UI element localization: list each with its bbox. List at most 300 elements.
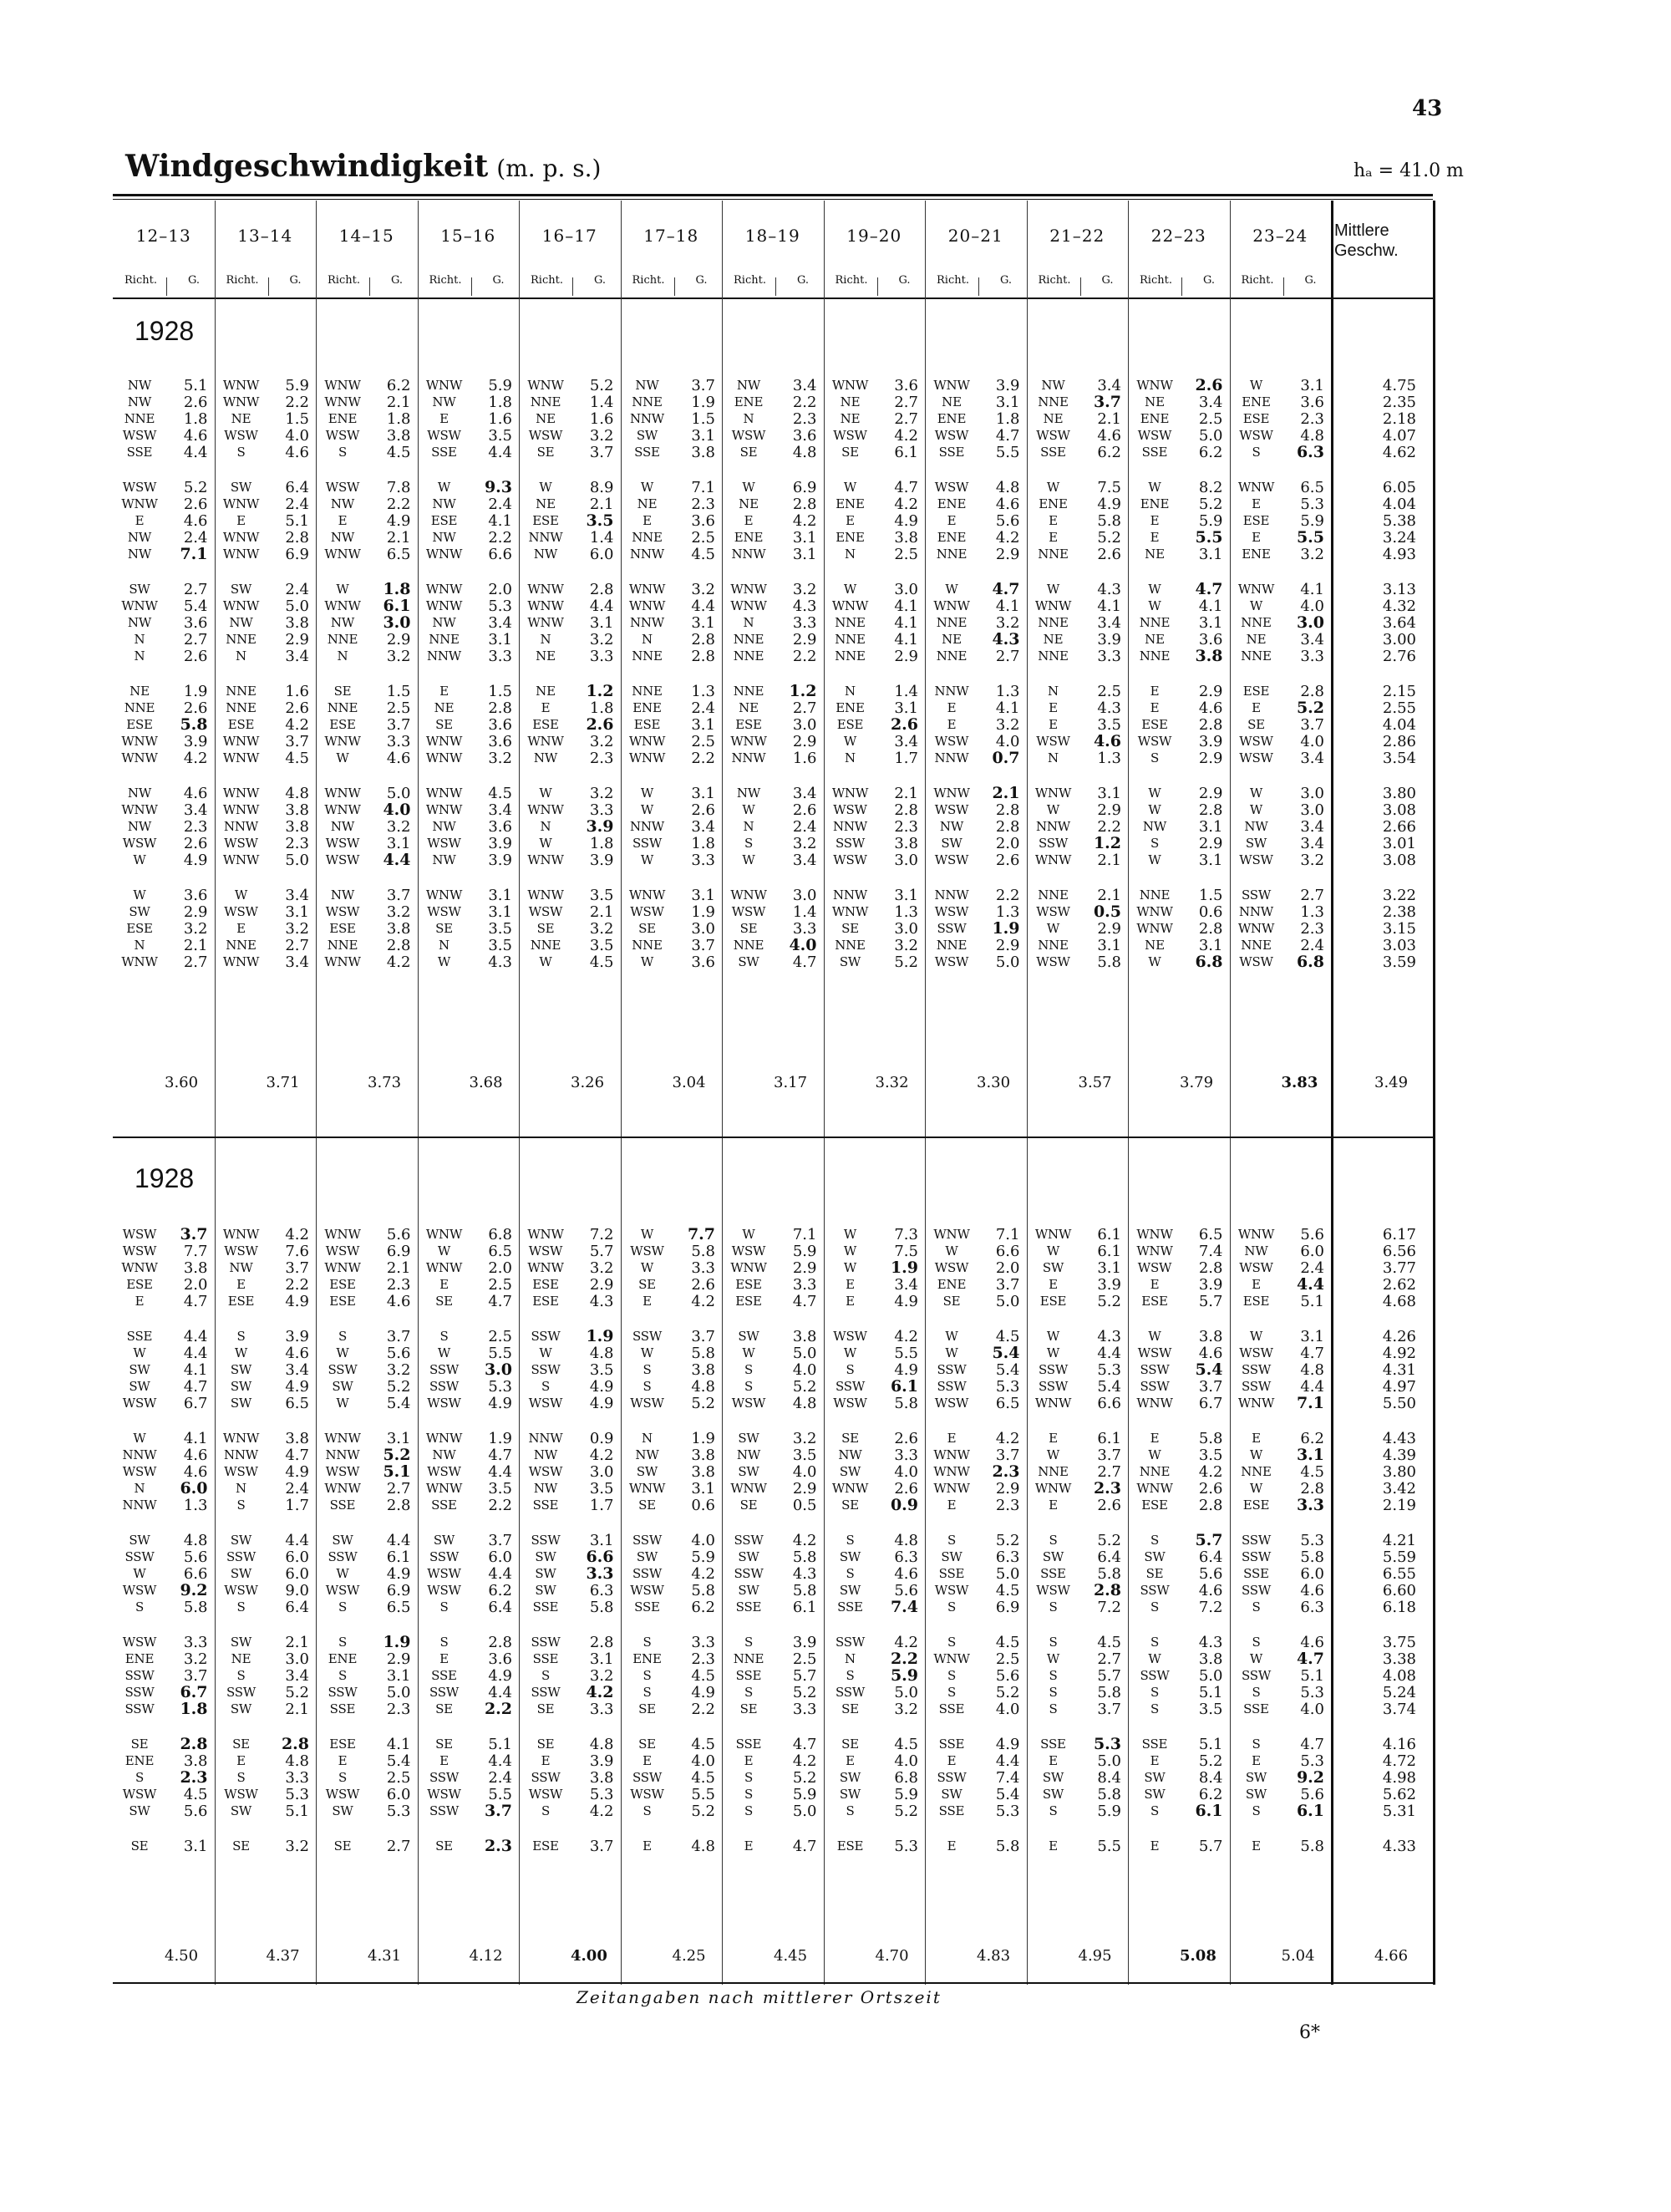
- direction-cell: E: [947, 1431, 957, 1446]
- speed-cell: 4.3: [488, 953, 512, 971]
- direction-cell: NNE: [936, 938, 968, 953]
- direction-cell: NE: [231, 411, 251, 426]
- direction-cell: S: [135, 1599, 145, 1615]
- table-row: [113, 598, 1433, 614]
- direction-cell: ENE: [734, 394, 764, 409]
- direction-cell: SSE: [532, 1599, 559, 1615]
- mean-cell: 4.68: [1382, 1293, 1416, 1310]
- speed-cell: 3.7: [1198, 1378, 1223, 1396]
- speed-cell: 2.9: [792, 733, 817, 750]
- speed-cell: 6.1: [894, 444, 918, 461]
- speed-cell: 2.9: [792, 1480, 817, 1498]
- speed-cell: 1.2: [789, 682, 817, 700]
- speed-cell: 4.5: [386, 444, 411, 461]
- direction-cell: WSW: [1137, 1345, 1172, 1360]
- speed-cell: 4.8: [894, 1532, 918, 1549]
- speed-cell: 2.9: [995, 937, 1020, 954]
- speed-cell: 3.6: [183, 887, 208, 904]
- speed-cell: 3.4: [792, 377, 817, 394]
- direction-cell: SE: [739, 1701, 758, 1716]
- direction-cell: WNW: [628, 750, 666, 765]
- speed-cell: 3.3: [183, 1634, 208, 1651]
- direction-cell: N: [642, 1431, 653, 1446]
- speed-cell: 3.7: [589, 444, 614, 461]
- speed-cell: 3.2: [995, 614, 1020, 632]
- speed-cell: 4.2: [792, 1532, 817, 1549]
- speed-cell: 6.1: [1097, 1226, 1121, 1243]
- speed-cell: 5.6: [183, 1548, 208, 1566]
- speed-cell: 6.7: [183, 1395, 208, 1412]
- direction-cell: N: [743, 615, 754, 630]
- speed-cell: 3.2: [995, 716, 1020, 734]
- column-header: [1230, 201, 1332, 299]
- direction-cell: SW: [636, 428, 658, 443]
- direction-cell: NNE: [632, 648, 663, 664]
- direction-cell: ESE: [1141, 717, 1168, 732]
- speed-cell: 3.8: [589, 1769, 614, 1787]
- speed-cell: 3.6: [792, 427, 817, 445]
- speed-cell: 1.6: [589, 410, 614, 428]
- direction-cell: S: [1150, 1599, 1160, 1615]
- speed-cell: 4.2: [995, 529, 1020, 547]
- speed-cell: 1.9: [992, 919, 1020, 938]
- direction-cell: NE: [1145, 938, 1165, 953]
- speed-cell: 6.6: [183, 1565, 208, 1583]
- direction-cell: SSE: [938, 445, 965, 460]
- speed-cell: 2.1: [992, 784, 1020, 802]
- speed-cell: 4.5: [995, 1634, 1020, 1651]
- speed-cell: 3.4: [1300, 818, 1324, 836]
- speed-cell: 5.8: [180, 715, 208, 734]
- speed-cell: 5.5: [995, 444, 1020, 461]
- speed-cell: 4.2: [285, 716, 309, 734]
- speed-cell: 2.8: [589, 581, 614, 598]
- direction-cell: WNW: [425, 786, 463, 801]
- column-average: 4.95: [1078, 1947, 1112, 1965]
- speed-cell: 2.5: [691, 733, 715, 750]
- table-row: [113, 836, 1433, 852]
- mean-column-header: [1331, 201, 1433, 299]
- speed-cell: 1.8: [386, 410, 411, 428]
- sub-label-speed: G.: [391, 274, 404, 287]
- direction-cell: WNW: [222, 1227, 260, 1242]
- direction-cell: WSW: [427, 428, 461, 443]
- speed-cell: 4.2: [894, 1328, 918, 1345]
- speed-cell: 7.2: [1198, 1599, 1223, 1616]
- speed-cell: 2.1: [589, 903, 614, 921]
- direction-cell: WNW: [1237, 921, 1275, 936]
- speed-cell: 2.6: [183, 648, 208, 665]
- direction-cell: SSE: [938, 1566, 965, 1581]
- speed-cell: 4.0: [792, 1463, 817, 1481]
- direction-cell: W: [1148, 1329, 1161, 1344]
- mean-cell: 4.98: [1382, 1769, 1416, 1787]
- speed-cell: 3.1: [1296, 1446, 1324, 1464]
- direction-cell: W: [640, 1345, 654, 1360]
- speed-cell: 2.8: [285, 529, 309, 547]
- speed-cell: 0.9: [589, 1430, 614, 1447]
- direction-cell: SW: [230, 480, 252, 495]
- speed-cell: 7.7: [183, 1243, 208, 1260]
- direction-cell: WSW: [427, 1566, 461, 1581]
- direction-cell: W: [1148, 954, 1161, 969]
- direction-cell: WNW: [222, 750, 260, 765]
- direction-cell: E: [236, 1277, 246, 1292]
- speed-cell: 2.4: [285, 581, 309, 598]
- speed-cell: 2.7: [792, 699, 817, 717]
- direction-cell: NNE: [835, 615, 866, 630]
- direction-cell: ENE: [328, 1651, 358, 1666]
- table-row: [113, 1566, 1433, 1582]
- speed-cell: 5.0: [995, 1293, 1020, 1310]
- speed-cell: 2.4: [488, 496, 512, 513]
- speed-cell: 3.4: [1300, 750, 1324, 767]
- direction-cell: WNW: [324, 802, 361, 817]
- speed-cell: 6.6: [586, 1548, 614, 1566]
- direction-cell: SSW: [1241, 887, 1272, 903]
- direction-cell: W: [1046, 1651, 1060, 1666]
- mean-cell: 3.38: [1382, 1650, 1416, 1668]
- direction-cell: SW: [738, 954, 759, 969]
- direction-cell: SW: [129, 904, 150, 919]
- direction-cell: NNW: [325, 1447, 360, 1462]
- speed-cell: 6.5: [285, 1395, 309, 1412]
- direction-cell: NNE: [632, 530, 663, 545]
- direction-cell: WSW: [630, 1583, 664, 1598]
- direction-cell: ESE: [836, 717, 864, 732]
- direction-cell: S: [642, 1685, 652, 1700]
- speed-cell: 4.0: [691, 1532, 715, 1549]
- speed-cell: 4.0: [894, 1463, 918, 1481]
- direction-cell: NW: [127, 378, 152, 393]
- direction-cell: SW: [332, 1533, 353, 1548]
- direction-cell: WSW: [1239, 852, 1273, 867]
- speed-cell: 2.5: [792, 1650, 817, 1668]
- direction-cell: NW: [1041, 378, 1065, 393]
- direction-cell: WSW: [1137, 428, 1172, 443]
- direction-cell: WSW: [731, 1396, 766, 1411]
- direction-cell: W: [1148, 1447, 1161, 1462]
- speed-cell: 3.1: [386, 1667, 411, 1685]
- speed-cell: 6.9: [386, 1582, 411, 1599]
- sub-divider: [775, 277, 776, 296]
- overall-average: 3.49: [1374, 1074, 1409, 1091]
- mean-cell: 2.35: [1382, 394, 1416, 411]
- speed-cell: 2.3: [285, 835, 309, 852]
- station-height: hₐ = 41.0 m: [1354, 160, 1464, 181]
- direction-cell: NW: [229, 1260, 253, 1275]
- direction-cell: WNW: [527, 1227, 564, 1242]
- direction-cell: WNW: [1136, 921, 1173, 936]
- speed-cell: 3.5: [1198, 1701, 1223, 1718]
- direction-cell: N: [845, 547, 856, 562]
- mean-cell: 3.77: [1382, 1259, 1416, 1277]
- direction-cell: NE: [130, 684, 150, 699]
- speed-cell: 6.1: [383, 597, 411, 615]
- mean-cell: 2.19: [1382, 1497, 1416, 1514]
- direction-cell: E: [744, 513, 754, 528]
- direction-cell: SE: [130, 1737, 149, 1752]
- speed-cell: 3.5: [1198, 1447, 1223, 1464]
- direction-cell: WSW: [325, 1464, 360, 1479]
- direction-cell: SSE: [938, 1701, 965, 1716]
- speed-cell: 2.3: [995, 1497, 1020, 1514]
- direction-cell: NE: [1145, 632, 1165, 647]
- direction-cell: S: [1252, 1599, 1261, 1615]
- direction-cell: S: [1150, 1685, 1160, 1700]
- direction-cell: ESE: [1141, 1294, 1168, 1309]
- speed-cell: 6.9: [995, 1599, 1020, 1616]
- speed-cell: 4.0: [285, 427, 309, 445]
- direction-cell: NNW: [934, 887, 969, 903]
- mean-cell: 4.21: [1382, 1532, 1416, 1549]
- direction-cell: WSW: [325, 1583, 360, 1598]
- sub-label-direction: Richt.: [937, 274, 969, 287]
- speed-cell: 5.9: [894, 1786, 918, 1803]
- speed-cell: 5.9: [1300, 512, 1324, 530]
- speed-cell: 3.0: [1300, 785, 1324, 802]
- direction-cell: WSW: [325, 480, 360, 495]
- speed-cell: 2.3: [589, 750, 614, 767]
- speed-cell: 5.7: [1195, 1531, 1223, 1549]
- direction-cell: NE: [840, 394, 861, 409]
- speed-cell: 2.6: [183, 394, 208, 411]
- direction-cell: SW: [636, 1549, 658, 1564]
- direction-cell: SE: [232, 1838, 250, 1854]
- speed-cell: 2.4: [285, 1480, 309, 1498]
- direction-cell: E: [1252, 700, 1261, 715]
- speed-cell: 2.5: [691, 529, 715, 547]
- speed-cell: 2.5: [1198, 410, 1223, 428]
- speed-cell: 1.8: [183, 410, 208, 428]
- direction-cell: WSW: [833, 852, 867, 867]
- speed-cell: 2.1: [183, 937, 208, 954]
- speed-cell: 3.9: [589, 1752, 614, 1770]
- table-row: [113, 1838, 1433, 1854]
- direction-cell: NW: [330, 819, 355, 834]
- direction-cell: WNW: [831, 786, 869, 801]
- speed-cell: 3.6: [691, 512, 715, 530]
- speed-cell: 4.9: [386, 1565, 411, 1583]
- speed-cell: 3.9: [792, 1634, 817, 1651]
- direction-cell: NNW: [528, 1431, 563, 1446]
- direction-cell: WNW: [1136, 378, 1173, 393]
- speed-cell: 4.8: [589, 1736, 614, 1753]
- direction-cell: ESE: [532, 1277, 559, 1292]
- direction-cell: ESE: [329, 717, 356, 732]
- direction-cell: NW: [1142, 819, 1167, 834]
- speed-cell: 2.8: [792, 496, 817, 513]
- direction-cell: W: [1249, 1447, 1263, 1462]
- direction-cell: E: [846, 1294, 855, 1309]
- speed-cell: 3.3: [691, 852, 715, 869]
- direction-cell: E: [1049, 717, 1058, 732]
- speed-cell: 6.3: [1300, 1599, 1324, 1616]
- speed-cell: 2.7: [386, 1838, 411, 1855]
- speed-cell: 5.2: [691, 1395, 715, 1412]
- direction-cell: E: [135, 513, 145, 528]
- speed-cell: 2.3: [992, 1462, 1020, 1481]
- direction-cell: SSE: [1141, 445, 1168, 460]
- direction-cell: WNW: [527, 378, 564, 393]
- direction-cell: E: [1049, 1431, 1058, 1446]
- direction-cell: W: [1148, 852, 1161, 867]
- speed-cell: 2.6: [1195, 376, 1223, 394]
- table-row: [113, 684, 1433, 699]
- direction-cell: WNW: [730, 734, 767, 749]
- speed-cell: 7.2: [1097, 1599, 1121, 1616]
- direction-cell: W: [945, 1329, 958, 1344]
- speed-cell: 6.5: [386, 1599, 411, 1616]
- direction-cell: WSW: [1137, 734, 1172, 749]
- mean-cell: 4.75: [1382, 377, 1416, 394]
- direction-cell: ESE: [329, 921, 356, 936]
- speed-cell: 5.3: [488, 1378, 512, 1396]
- speed-cell: 4.0: [691, 1752, 715, 1770]
- direction-cell: SW: [636, 1464, 658, 1479]
- speed-cell: 2.6: [1097, 1497, 1121, 1514]
- speed-cell: 3.7: [691, 1328, 715, 1345]
- speed-cell: 4.0: [789, 936, 817, 954]
- direction-cell: NW: [127, 786, 152, 801]
- direction-cell: SW: [839, 1787, 861, 1802]
- speed-cell: 4.8: [792, 444, 817, 461]
- direction-cell: SE: [435, 1294, 453, 1309]
- direction-cell: SW: [738, 1464, 759, 1479]
- sub-label-direction: Richt.: [1241, 274, 1274, 287]
- speed-cell: 4.7: [183, 1378, 208, 1396]
- speed-cell: 5.3: [995, 1803, 1020, 1820]
- direction-cell: ESE: [329, 1294, 356, 1309]
- speed-cell: 3.1: [691, 614, 715, 632]
- speed-cell: 1.8: [180, 1700, 208, 1718]
- direction-cell: E: [1252, 1838, 1261, 1854]
- speed-cell: 3.3: [285, 1769, 309, 1787]
- direction-cell: SW: [1042, 1770, 1064, 1785]
- speed-cell: 3.2: [691, 581, 715, 598]
- direction-cell: S: [541, 1668, 551, 1683]
- speed-cell: 2.8: [894, 801, 918, 819]
- direction-cell: S: [642, 1635, 652, 1650]
- speed-cell: 3.1: [691, 887, 715, 904]
- speed-cell: 3.0: [792, 716, 817, 734]
- direction-cell: SSE: [634, 1599, 660, 1615]
- speed-cell: 2.0: [995, 835, 1020, 852]
- speed-cell: 1.9: [383, 1633, 411, 1651]
- speed-cell: 6.1: [1097, 1243, 1121, 1260]
- direction-cell: WSW: [528, 428, 563, 443]
- direction-cell: S: [338, 1770, 348, 1785]
- speed-cell: 1.7: [285, 1497, 309, 1514]
- column-average: 3.79: [1180, 1074, 1214, 1091]
- direction-cell: NW: [432, 496, 456, 511]
- speed-cell: 3.2: [386, 903, 411, 921]
- direction-cell: SSW: [632, 1329, 663, 1344]
- speed-cell: 5.1: [285, 512, 309, 530]
- direction-cell: SE: [638, 1737, 656, 1752]
- column-average: 4.31: [368, 1947, 402, 1965]
- table-row: [113, 819, 1433, 835]
- column-average: 3.04: [672, 1074, 706, 1091]
- direction-cell: E: [439, 1651, 449, 1666]
- table-row: [113, 1753, 1433, 1769]
- speed-cell: 1.3: [1097, 750, 1121, 767]
- speed-cell: 3.7: [285, 1259, 309, 1277]
- direction-cell: SSW: [632, 836, 663, 851]
- speed-cell: 6.7: [180, 1683, 208, 1701]
- speed-cell: 5.2: [1198, 1752, 1223, 1770]
- direction-cell: S: [338, 1329, 348, 1344]
- speed-cell: 3.0: [792, 887, 817, 904]
- direction-cell: WNW: [222, 734, 260, 749]
- direction-cell: E: [1150, 684, 1160, 699]
- speed-cell: 2.0: [488, 581, 512, 598]
- direction-cell: NNE: [632, 684, 663, 699]
- speed-cell: 4.4: [691, 597, 715, 615]
- direction-cell: SW: [535, 1583, 556, 1598]
- direction-cell: SW: [941, 1549, 962, 1564]
- speed-cell: 3.9: [1097, 631, 1121, 648]
- direction-cell: SW: [1042, 1549, 1064, 1564]
- speed-cell: 5.7: [589, 1243, 614, 1260]
- direction-cell: W: [437, 1243, 451, 1259]
- direction-cell: NNE: [1038, 887, 1069, 903]
- speed-cell: 5.1: [383, 1462, 411, 1481]
- year-label: 1928: [135, 1163, 195, 1193]
- speed-cell: 2.7: [183, 581, 208, 598]
- speed-cell: 4.1: [894, 614, 918, 632]
- speed-cell: 4.1: [995, 597, 1020, 615]
- speed-cell: 4.7: [488, 1447, 512, 1464]
- speed-cell: 5.3: [1300, 1532, 1324, 1549]
- speed-cell: 4.1: [183, 1361, 208, 1379]
- speed-cell: 4.6: [1300, 1634, 1324, 1651]
- direction-cell: E: [947, 717, 957, 732]
- direction-cell: E: [1049, 1277, 1058, 1292]
- direction-cell: WNW: [628, 887, 666, 903]
- table-row: [113, 1583, 1433, 1599]
- speed-cell: 3.7: [285, 733, 309, 750]
- speed-cell: 2.5: [386, 1769, 411, 1787]
- speed-cell: 3.4: [285, 953, 309, 971]
- direction-cell: E: [1150, 1431, 1160, 1446]
- direction-cell: S: [1150, 1635, 1160, 1650]
- speed-cell: 3.8: [285, 614, 309, 632]
- speed-cell: 4.2: [792, 1752, 817, 1770]
- direction-cell: S: [1150, 836, 1160, 851]
- mean-cell: 6.55: [1382, 1565, 1416, 1583]
- direction-cell: ESE: [227, 717, 255, 732]
- direction-cell: SSW: [937, 1362, 967, 1377]
- direction-cell: W: [1148, 786, 1161, 801]
- direction-cell: W: [945, 1345, 958, 1360]
- speed-cell: 2.0: [488, 1259, 512, 1277]
- direction-cell: SE: [841, 1498, 859, 1513]
- speed-cell: 2.7: [183, 631, 208, 648]
- speed-cell: 2.1: [386, 394, 411, 411]
- direction-cell: NNW: [223, 1447, 259, 1462]
- direction-cell: S: [1049, 1668, 1058, 1683]
- direction-cell: SW: [129, 582, 150, 597]
- direction-cell: WSW: [1036, 428, 1070, 443]
- speed-cell: 1.3: [995, 683, 1020, 700]
- direction-cell: ENE: [632, 1651, 662, 1666]
- speed-cell: 4.6: [183, 427, 208, 445]
- mean-cell: 2.15: [1382, 683, 1416, 700]
- direction-cell: E: [135, 1294, 145, 1309]
- mean-cell: 6.05: [1382, 479, 1416, 496]
- speed-cell: 4.5: [691, 1769, 715, 1787]
